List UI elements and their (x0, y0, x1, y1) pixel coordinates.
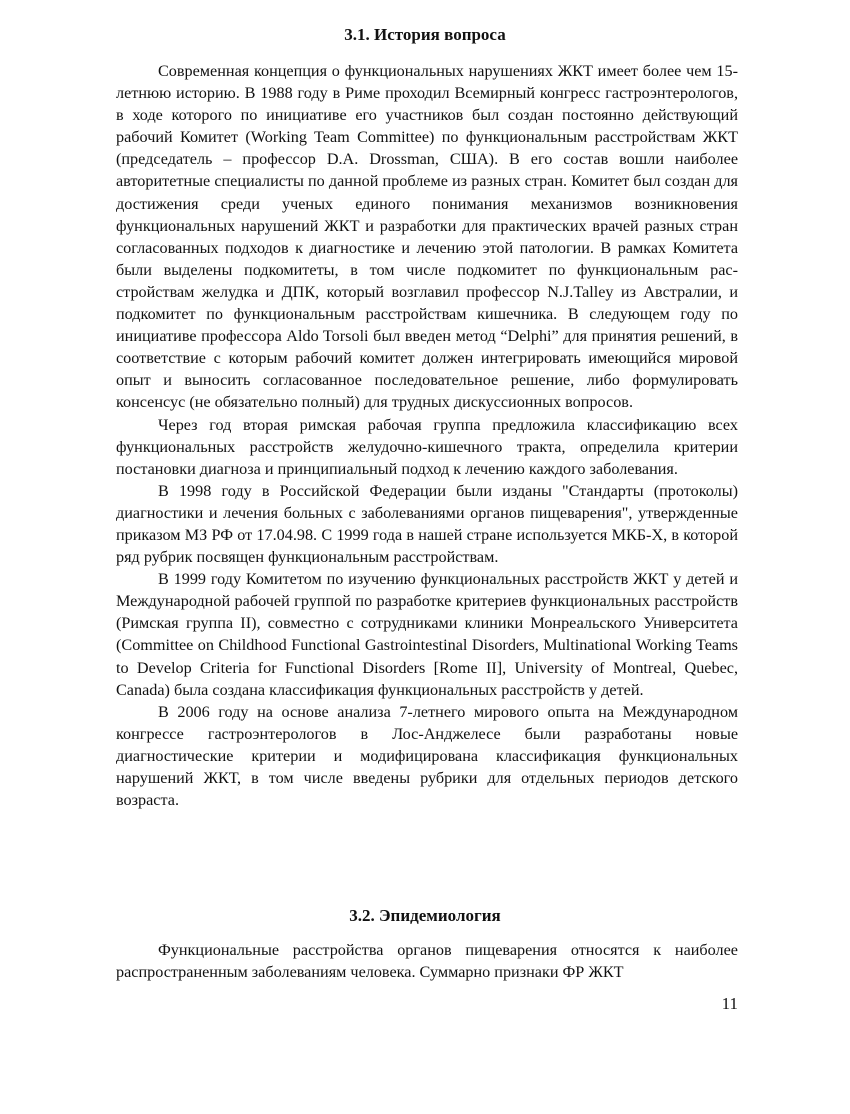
section-history-body (116, 60, 738, 811)
paragraph: Современная концепция о функциональных нарушениях ЖКТ имеет более чем 15-летнюю историю. В 1988 году в Риме проходил Всемирный конгресс гастроэнтерологов, в ходе которого по инициативе его участников был создан постоянно действующий рабочий Комитет (Working Team Committee) по функциональным расстройствам ЖКТ (председатель – профессор D.A. Drossman, США). В его состав вошли наиболее авторитетные специалисты по данной проблеме из разных стран. Комитет был создан для достижения среди ученых единого понимания механизмов возникновения функциональных нарушений ЖКТ и разработки для практических врачей разных стран согласованных подходов к диагностике и лечению этой патологии. В рамках Комитета были выделены подкомитеты, в том числе подкомитет по функциональным расстройствам желудка и ДПК, который возглавил профессор N.J.Talley из Австралии, и подкомитет по функциональным расстройствам кишечника. В следующем году по инициативе профессора Aldo Torsoli был введен метод “Delphi” для принятия решений, в соответствие с которым рабочий комитет должен интегрировать имеющийся мировой опыт и выносить согласованное последовательное решение, либо формулировать консенсус (не обязательно полный) для трудных дискуссионных вопросов. (116, 62, 738, 412)
paragraph: Через год вторая римская рабочая группа предложила классификацию всех функциональных расстройств желудочно-кишечного тракта, определила критерии постановки диагноза и принципиальный подход к лечению каждого заболевания. (116, 415, 738, 478)
paragraph: В 2006 году на основе анализа 7-летнего мирового опыта на Международном конгрессе гастроэнтерологов в Лос-Анджелесе были разработаны новые диагностические критерии и модифицирована классификация функциональных нарушений ЖКТ, в том числе введены рубрики для отдельных периодов детского возраста. (116, 702, 738, 810)
section-heading-epidemiology: 3.2. Эпидемиология (349, 906, 501, 925)
page-number: 11 (721, 994, 738, 1013)
section-heading-history: 3.1. История вопроса (344, 25, 506, 44)
paragraph: В 1998 году в Российской Федерации были изданы "Стандарты (протоколы) диагностики и лечения больных с заболеваниями органов пищеварения", утвержденные приказом МЗ РФ от 17.04.98. С 1999 года в нашей стране используется МКБ-Х, в которой ряд рубрик посвящен функциональным расстройствам. (116, 481, 738, 567)
paragraph: Функциональные расстройства органов пищеварения относятся к наиболее распространенным заболеваниям человека. Суммарно признаки ФР ЖКТ (116, 941, 738, 982)
paragraph: В 1999 году Комитетом по изучению функциональных расстройств ЖКТ у детей и Международной рабочей группой по разработке критериев функциональных расстройств (Римская группа II), совместно с сотрудниками клиники Монреальского Университета (Committee on Childhood Functional Gastrointestinal Disorders, Multinational Working Teams to Develop Criteria for Functional Disorders [Rome II], University of Montreal, Quebec, Canada) была создана классификация функциональных расстройств у детей. (116, 570, 738, 699)
section-epidemiology-body (116, 939, 738, 983)
